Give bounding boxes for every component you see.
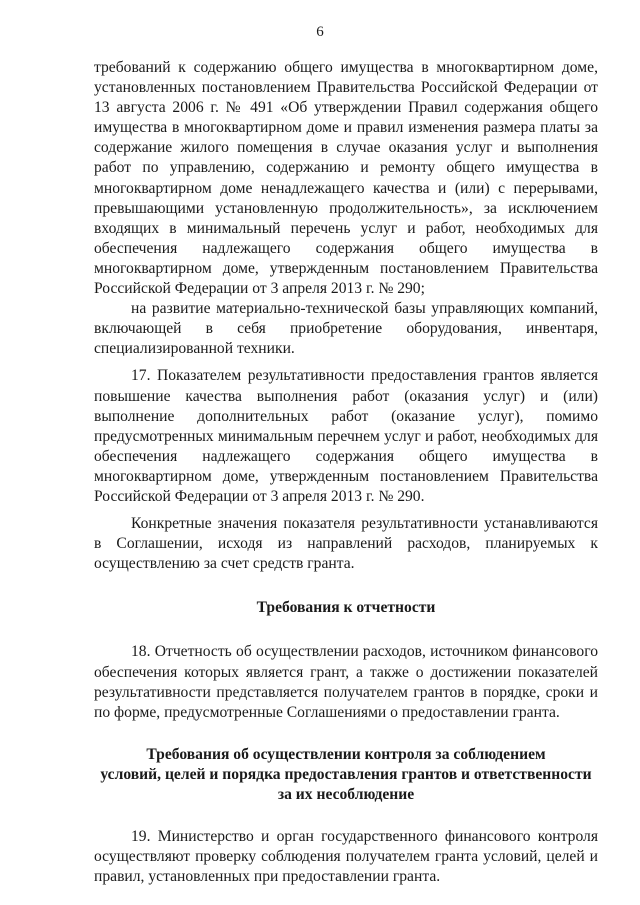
heading-control-block (84, 745, 608, 805)
paragraph-material-base: на развитие материально-технической базы управляющих компаний, включающей в себя приобретение оборудования, инвентаря, специализированной техники. (94, 300, 598, 358)
paragraph-requirements-continuation: требований к содержанию общего имущества в многоквартирном доме, установленных постановлением Правительства Российской Федерации от 13 августа 2006 г. № 491 «Об утверждении Правил содержания общего имущества в многоквартирном доме и правил изменения размера платы за содержание жилого помещения в случае оказания услуг и выполнения работ по управлению, содержанию и ремонту общего имущества в многоквартирном доме ненадлежащего качества и (или) с перерывами, превышающими установленную продолжительность», за исключением входящих в минимальный перечень услуг и работ, необходимых для обеспечения надлежащего содержания общего имущества в многоквартирном доме, утвержденным постановлением Правительства Российской Федерации от 3 апреля 2013 г. № 290; (94, 59, 598, 298)
heading-reporting: Требования к отчетности (256, 599, 436, 617)
heading-control-line-1: Требования об осуществлении контроля за соблюдением (146, 745, 546, 763)
heading-control-line-2: условий, целей и порядка предоставления грантов и ответственности (100, 765, 592, 783)
paragraph-18-reporting: 18. Отчетность об осуществлении расходов, источником финансового обеспечения которых является грант, а также о достижении показателей результативности представляется получателем грантов в порядке, сроки и по форме, предусмотренные Соглашениями о предоставлении гранта. (94, 643, 598, 721)
paragraph-indicator-values: Конкретные значения показателя результативности устанавливаются в Соглашении, исходя из направлений расходов, планируемых к осуществлению за счет средств гранта. (94, 515, 598, 573)
page-number: 6 (316, 24, 324, 40)
heading-control-line-3: за их несоблюдение (277, 786, 415, 803)
document-body (94, 58, 598, 887)
paragraph-19-control: 19. Министерство и орган государственного финансового контроля осуществляют проверку соблюдения получателем гранта условий, целей и правил, установленных при предоставлении гранта. (94, 828, 598, 886)
paragraph-17-effectiveness: 17. Показателем результативности предоставления грантов является повышение качества выполнения работ (оказания услуг) и (или) выполнение дополнительных работ (оказание услуг), помимо предусмотренных минимальным перечнем услуг и работ, необходимых для обеспечения надлежащего содержания общего имущества в многоквартирном доме, утвержденным постановлением Правительства Российской Федерации от 3 апреля 2013 г. № 290. (94, 367, 598, 505)
